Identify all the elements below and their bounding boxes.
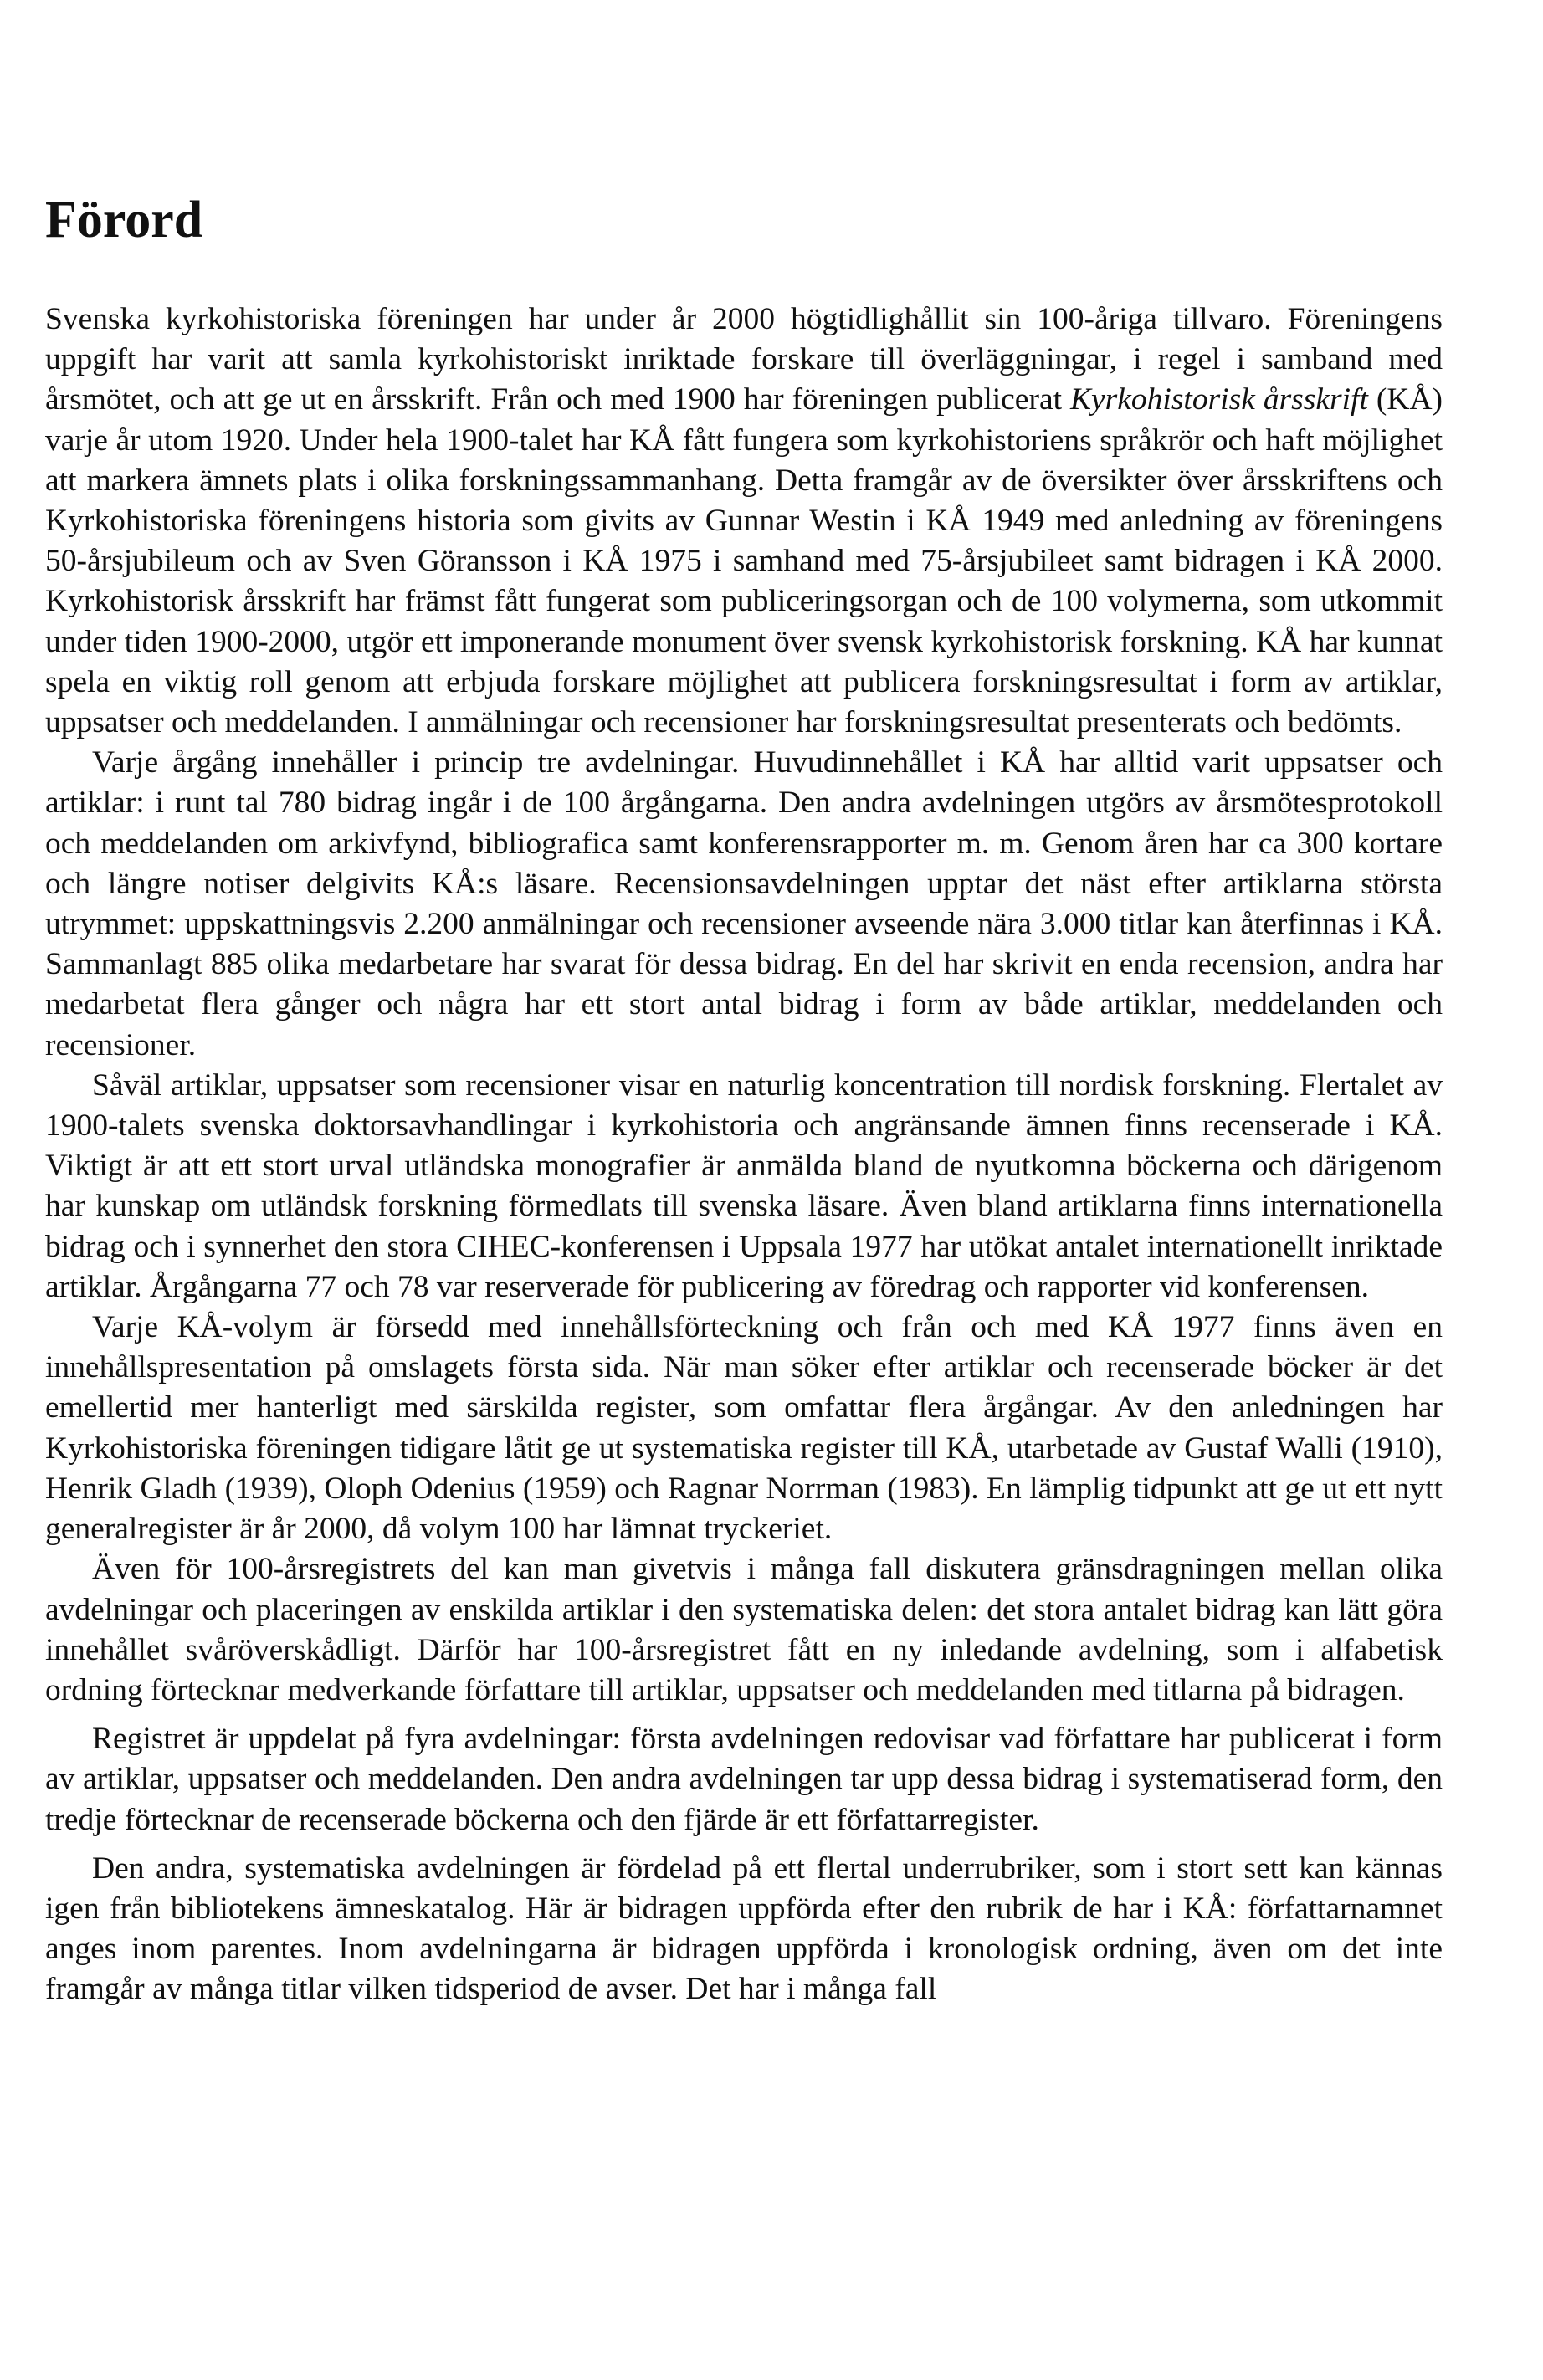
paragraph-5: Även för 100-årsregistrets del kan man givetvis i många fall diskutera gränsdragningen mellan olika avdelningar och placeringen av enskilda artiklar i den systematiska delen: det stora antalet bidrag kan lätt göra innehållet svåröverskådligt. Därför har 100-årsregistret fått en ny inledande avdelning, som i alfabetisk ordning förtecknar medverkande författare till artiklar, uppsatser och meddelanden med titlarna på bidragen.: [45, 1552, 1443, 1707]
paragraph-1: [45, 299, 1443, 743]
document-page: [45, 194, 1443, 2010]
paragraph-1-text-after: (KÅ) varje år utom 1920. Under hela 1900-talet har KÅ fått fungera som kyrkohistoriens språkrör och haft möjlighet att markera ämnets plats i olika forskningssammanhang. Detta framgår av de översikter över årsskriftens och Kyrkohistoriska föreningens historia som givits av Gunnar Westin i KÅ 1949 med anledning av föreningens 50-årsjubileum och av Sven Göransson i KÅ 1975 i samhand med 75-årsjubileet samt bidragen i KÅ 2000. Kyrkohistorisk årsskrift har främst fått fungerat som publiceringsorgan och de 100 volymerna, som utkommit under tiden 1900-2000, utgör ett imponerande monument över svensk kyrkohistorisk forskning. KÅ har kunnat spela en viktig roll genom att erbjuda forskare möjlighet att publicera forskningsresultat i form av artiklar, uppsatser och meddelanden. I anmälningar och recensioner har forskningsresultat presenterats och bedömts.: [45, 382, 1443, 740]
paragraph-4: Varje KÅ-volym är försedd med innehållsförteckning och från och med KÅ 1977 finns även en innehållspresentation på omslagets första sida. När man söker efter artiklar och recenserade böcker är det emellertid mer hanterligt med särskilda register, som omfattar flera årgångar. Av den anledningen har Kyrkohistoriska föreningen tidigare låtit ge ut systematiska register till KÅ, utarbetade av Gustaf Walli (1910), Henrik Gladh (1939), Oloph Odenius (1959) och Ragnar Norrman (1983). En lämplig tidpunkt att ge ut ett nytt generalregister är år 2000, då volym 100 har lämnat tryckeriet.: [45, 1310, 1443, 1547]
paragraph-2: Varje årgång innehåller i princip tre avdelningar. Huvudinnehållet i KÅ har alltid varit uppsatser och artiklar: i runt tal 780 bidrag ingår i de 100 årgångarna. Den andra avdelningen utgörs av årsmötesprotokoll och meddelanden om arkivfynd, bibliografica samt konferensrapporter m. m. Genom åren har ca 300 kortare och längre notiser delgivits KÅ:s läsare. Recensionsavdelningen upptar det näst efter artiklarna största utrymmet: uppskattningsvis 2.200 anmälningar och recensioner avseende nära 3.000 titlar kan återfinnas i KÅ. Sammanlagt 885 olika medarbetare har svarat för dessa bidrag. En del har skrivit en enda recension, andra har medarbetat flera gånger och några har ett stort antal bidrag i form av både artiklar, meddelanden och recensioner.: [45, 745, 1443, 1062]
paragraph-7: Den andra, systematiska avdelningen är fördelad på ett flertal underrubriker, som i stort sett kan kännas igen från bibliotekens ämneskatalog. Här är bidragen uppförda efter den rubrik de har i KÅ: författarnamnet anges inom parentes. Inom avdelningarna är bidragen uppförda i kronologisk ordning, även om det inte framgår av många titlar vilken tidsperiod de avser. Det har i många fall: [45, 1850, 1443, 2007]
body-text: [45, 299, 1443, 2010]
paragraph-3: Såväl artiklar, uppsatser som recensioner visar en naturlig koncentration till nordisk forskning. Flertalet av 1900-talets svenska doktorsavhandlingar i kyrkohistoria och angränsande ämnen finns recenserade i KÅ. Viktigt är att ett stort urval utländska monografier är anmälda bland de nyutkomna böckerna och därigenom har kunskap om utländsk forskning förmedlats till svenska läsare. Även bland artiklarna finns internationella bidrag och i synnerhet den stora CIHEC-konferensen i Uppsala 1977 har utökat antalet internationellt inriktade artiklar. Årgångarna 77 och 78 var reserverade för publicering av föredrag och rapporter vid konferensen.: [45, 1067, 1443, 1304]
page-title: Förord: [45, 192, 203, 248]
paragraph-1-text-before: Svenska kyrkohistoriska föreningen har under år 2000 högtidlighållit sin 100-åriga tillvaro. Föreningens uppgift har varit att samla kyrkohistoriskt inriktade forskare till överläggningar, i regel i samband med årsmötet, och att ge ut en årsskrift. Från och med 1900 har föreningen publicerat: [45, 302, 1443, 417]
journal-title-italic: Kyrkohistorisk årsskrift: [1070, 382, 1368, 417]
paragraph-6: Registret är uppdelat på fyra avdelningar: första avdelningen redovisar vad författare har publicerat i form av artiklar, uppsatser och meddelanden. Den andra avdelningen tar upp dessa bidrag i systematiserad form, den tredje förtecknar de recenserade böckerna och den fjärde är ett författarregister.: [45, 1722, 1443, 1837]
